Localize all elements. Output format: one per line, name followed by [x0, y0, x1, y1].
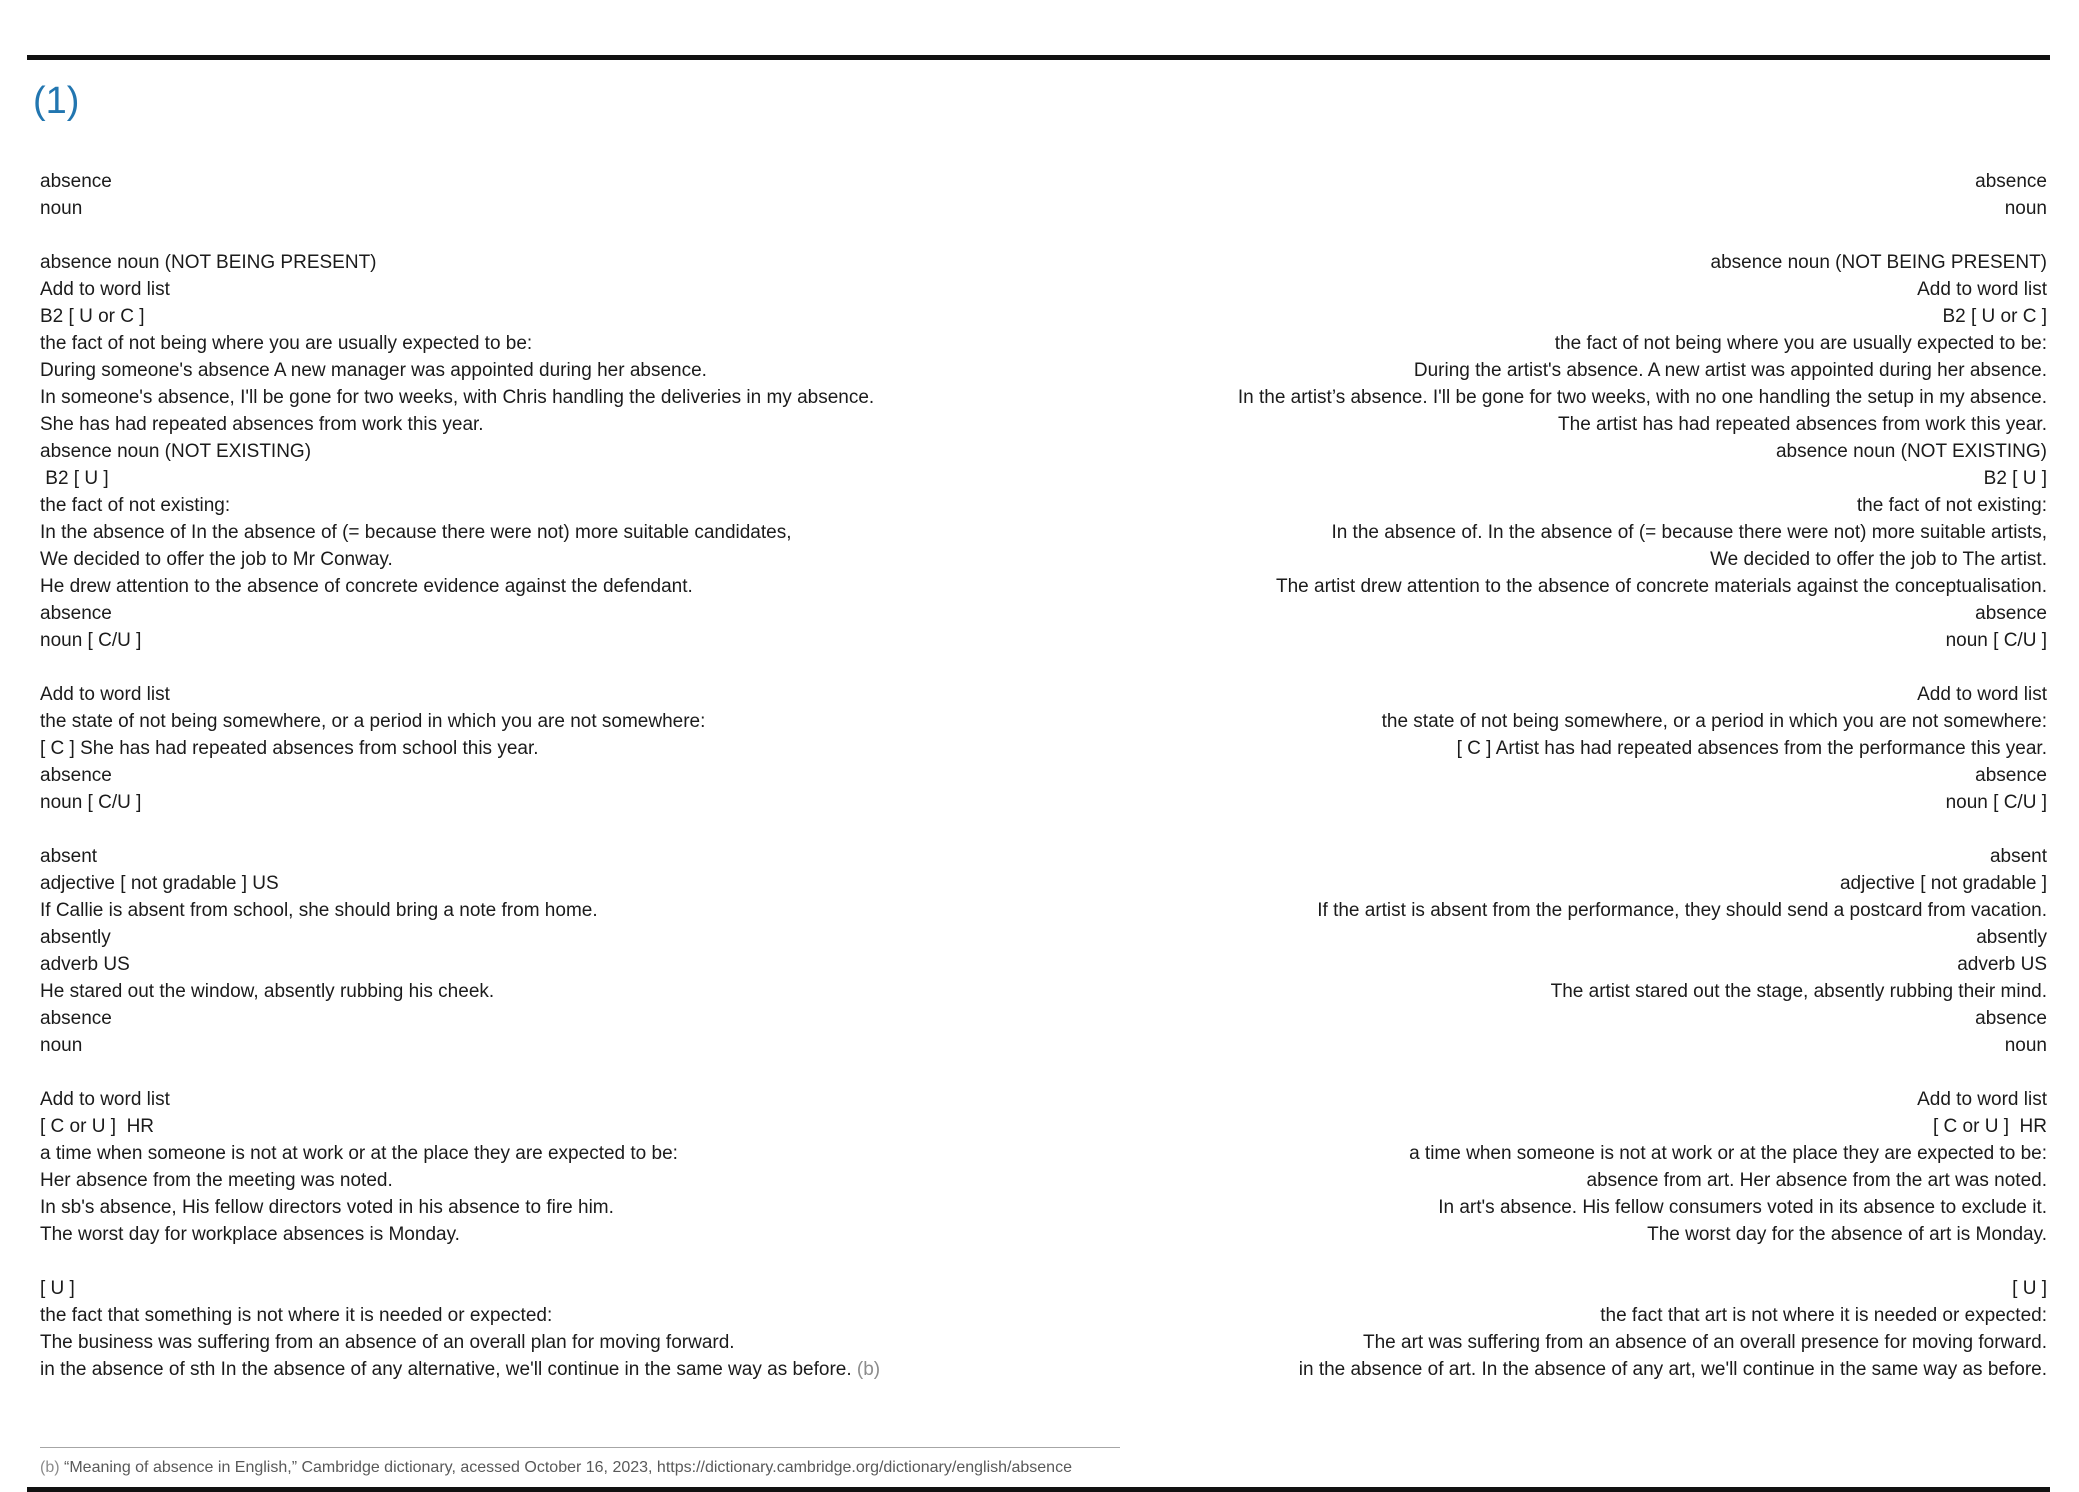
left-column-line: adjective [ not gradable ] US — [40, 873, 279, 894]
footnote-ref-marker: (b) — [851, 1359, 881, 1380]
left-column-line: [ C ] She has had repeated absences from school this year. — [40, 738, 539, 759]
text-row — [40, 438, 2047, 465]
text-row — [40, 870, 2047, 897]
right-column-line: the state of not being somewhere, or a period in which you are not somewhere: — [1381, 711, 2047, 732]
right-column-line: in the absence of art. In the absence of any art, we'll continue in the same way as before. — [1298, 1359, 2047, 1380]
text-row — [40, 1302, 2047, 1329]
text-row — [40, 573, 2047, 600]
text-row — [40, 411, 2047, 438]
left-column-line: He stared out the window, absently rubbing his cheek. — [40, 981, 495, 1002]
text-row — [40, 330, 2047, 357]
left-column-line — [40, 816, 45, 843]
right-column-line: the fact of not existing: — [1856, 495, 2047, 516]
left-column-line: B2 [ U or C ] — [40, 306, 145, 327]
left-column-line — [40, 1059, 45, 1086]
text-row — [40, 1356, 2047, 1383]
right-column-line: We decided to offer the job to The artist. — [1710, 549, 2047, 570]
left-column-line: a time when someone is not at work or at the place they are expected to be: — [40, 1143, 678, 1164]
left-column-line: [ C or U ] HR — [40, 1116, 155, 1137]
left-column-line: absence noun (NOT EXISTING) — [40, 441, 312, 462]
text-row — [40, 978, 2047, 1005]
left-column-line: the fact of not existing: — [40, 495, 231, 516]
footnote-citation-text: “Meaning of absence in English,” Cambridge dictionary, acessed October 16, 2023, https://dictionary.cambridge.org/dictionary/english/absence — [59, 1459, 1072, 1476]
right-column-line — [2042, 222, 2047, 249]
right-column-line: absence — [1975, 765, 2047, 786]
footnote-citation — [40, 1458, 2079, 1478]
left-column-line: The worst day for workplace absences is Monday. — [40, 1224, 460, 1245]
left-column-line: noun [ C/U ] — [40, 792, 142, 813]
text-row — [40, 276, 2047, 303]
left-column-line: absent — [40, 846, 98, 867]
text-row — [40, 492, 2047, 519]
left-column-line: in the absence of sth In the absence of any alternative, we'll continue in the same way as before. (b) — [40, 1359, 881, 1380]
left-column-line: B2 [ U ] — [40, 468, 109, 489]
right-column-line — [2042, 1059, 2047, 1086]
left-column-line: noun — [40, 198, 83, 219]
left-column-line: noun [ C/U ] — [40, 630, 142, 651]
right-column-line: [ U ] — [2012, 1278, 2047, 1299]
right-column-line: noun — [2004, 1035, 2047, 1056]
left-column-line — [40, 654, 45, 681]
left-column-line: During someone's absence A new manager was appointed during her absence. — [40, 360, 707, 381]
text-row — [40, 1167, 2047, 1194]
left-column-line: If Callie is absent from school, she should bring a note from home. — [40, 900, 598, 921]
right-column-line: The art was suffering from an absence of an overall presence for moving forward. — [1363, 1332, 2047, 1353]
right-column-line: In the absence of. In the absence of (= because there were not) more suitable artists, — [1331, 522, 2047, 543]
right-column-line: the fact that art is not where it is needed or expected: — [1600, 1305, 2047, 1326]
right-column-line: adverb US — [1957, 954, 2047, 975]
left-column-line: the fact that something is not where it is needed or expected: — [40, 1305, 553, 1326]
text-row — [40, 681, 2047, 708]
text-row — [40, 600, 2047, 627]
right-column-line: adjective [ not gradable ] — [1839, 873, 2047, 894]
right-column-line: The worst day for the absence of art is Monday. — [1647, 1224, 2047, 1245]
text-row — [40, 762, 2047, 789]
left-column-line: absence noun (NOT BEING PRESENT) — [40, 252, 377, 273]
right-column-line: absent — [1989, 846, 2047, 867]
right-column-line: absence — [1975, 603, 2047, 624]
right-column-line: absence — [1975, 171, 2047, 192]
left-column-line: Add to word list — [40, 684, 170, 705]
text-row — [40, 1275, 2047, 1302]
text-row — [40, 708, 2047, 735]
right-column-line: B2 [ U or C ] — [1942, 306, 2047, 327]
text-row — [40, 924, 2047, 951]
right-column-line: absence noun (NOT EXISTING) — [1775, 441, 2047, 462]
text-row — [40, 1032, 2047, 1059]
text-row — [40, 546, 2047, 573]
right-column-line: absence — [1975, 1008, 2047, 1029]
left-column-line: absence — [40, 765, 112, 786]
right-column-line: the fact of not being where you are usually expected to be: — [1554, 333, 2047, 354]
right-column-line: noun — [2004, 198, 2047, 219]
text-row — [40, 816, 2047, 843]
left-column-line: In someone's absence, I'll be gone for two weeks, with Chris handling the deliveries in my absence. — [40, 387, 875, 408]
right-column-line — [2042, 816, 2047, 843]
right-column-line: The artist has had repeated absences from work this year. — [1558, 414, 2047, 435]
text-row — [40, 1221, 2047, 1248]
right-column-line: The artist stared out the stage, absently rubbing their mind. — [1550, 981, 2047, 1002]
text-row — [40, 222, 2047, 249]
left-column-line: the fact of not being where you are usually expected to be: — [40, 333, 533, 354]
text-row — [40, 789, 2047, 816]
text-row — [40, 195, 2047, 222]
text-row — [40, 735, 2047, 762]
right-column-line: [ C or U ] HR — [1932, 1116, 2047, 1137]
text-row — [40, 654, 2047, 681]
right-column-line: Add to word list — [1917, 1089, 2047, 1110]
text-row — [40, 1248, 2047, 1275]
left-column-line: She has had repeated absences from work this year. — [40, 414, 484, 435]
left-column-line: noun — [40, 1035, 83, 1056]
left-column-line — [40, 1248, 45, 1275]
footnote-separator — [40, 1447, 1120, 1448]
left-column-line: the state of not being somewhere, or a period in which you are not somewhere: — [40, 711, 706, 732]
right-column-line: B2 [ U ] — [1983, 468, 2047, 489]
left-column-line: Add to word list — [40, 1089, 170, 1110]
right-column-line: In the artist’s absence. I'll be gone for two weeks, with no one handling the setup in my absence. — [1237, 387, 2047, 408]
right-column-line: If the artist is absent from the performance, they should send a postcard from vacation. — [1317, 900, 2047, 921]
right-column-line — [2042, 1248, 2047, 1275]
bottom-rule — [27, 1487, 2050, 1492]
text-row — [40, 897, 2047, 924]
text-row — [40, 843, 2047, 870]
text-row — [40, 249, 2047, 276]
left-column-line: In sb's absence, His fellow directors voted in his absence to fire him. — [40, 1197, 614, 1218]
top-rule — [27, 55, 2050, 60]
text-row — [40, 627, 2047, 654]
left-column-line: absence — [40, 1008, 112, 1029]
left-column-line: [ U ] — [40, 1278, 75, 1299]
left-column-line: He drew attention to the absence of concrete evidence against the defendant. — [40, 576, 693, 597]
right-column-line: a time when someone is not at work or at the place they are expected to be: — [1409, 1143, 2047, 1164]
left-column-line: Her absence from the meeting was noted. — [40, 1170, 393, 1191]
right-column-line: [ C ] Artist has had repeated absences from the performance this year. — [1456, 738, 2047, 759]
text-row — [40, 168, 2047, 195]
text-row — [40, 1113, 2047, 1140]
right-column-line: noun [ C/U ] — [1945, 792, 2047, 813]
right-column-line — [2042, 654, 2047, 681]
left-column-line: absence — [40, 603, 112, 624]
text-row — [40, 1194, 2047, 1221]
right-column-line: Add to word list — [1917, 279, 2047, 300]
text-row — [40, 384, 2047, 411]
text-row — [40, 1005, 2047, 1032]
text-row — [40, 1086, 2047, 1113]
figure-label: (1) — [33, 80, 80, 122]
right-column-line: absence from art. Her absence from the art was noted. — [1586, 1170, 2047, 1191]
text-row — [40, 519, 2047, 546]
left-column-line: In the absence of In the absence of (= because there were not) more suitable candidates, — [40, 522, 792, 543]
right-column-line: noun [ C/U ] — [1945, 630, 2047, 651]
text-row — [40, 1140, 2047, 1167]
right-column-line: In art's absence. His fellow consumers voted in its absence to exclude it. — [1438, 1197, 2047, 1218]
right-column-line: During the artist's absence. A new artist was appointed during her absence. — [1413, 360, 2047, 381]
text-row — [40, 303, 2047, 330]
left-column-line: The business was suffering from an absence of an overall plan for moving forward. — [40, 1332, 735, 1353]
text-row — [40, 465, 2047, 492]
text-row — [40, 357, 2047, 384]
left-column-line: absence — [40, 171, 112, 192]
left-column-line: We decided to offer the job to Mr Conway. — [40, 549, 393, 570]
text-row — [40, 1059, 2047, 1086]
left-column-line: Add to word list — [40, 279, 170, 300]
text-row — [40, 1329, 2047, 1356]
right-column-line: The artist drew attention to the absence of concrete materials against the conceptualisation. — [1275, 576, 2047, 597]
right-column-line: absence noun (NOT BEING PRESENT) — [1710, 252, 2047, 273]
left-column-line — [40, 222, 45, 249]
left-column-line: absently — [40, 927, 111, 948]
footnote-marker: (b) — [40, 1459, 60, 1476]
left-column-line: adverb US — [40, 954, 130, 975]
text-row — [40, 951, 2047, 978]
right-column-line: absently — [1976, 927, 2047, 948]
two-column-text — [40, 168, 2047, 1383]
right-column-line: Add to word list — [1917, 684, 2047, 705]
